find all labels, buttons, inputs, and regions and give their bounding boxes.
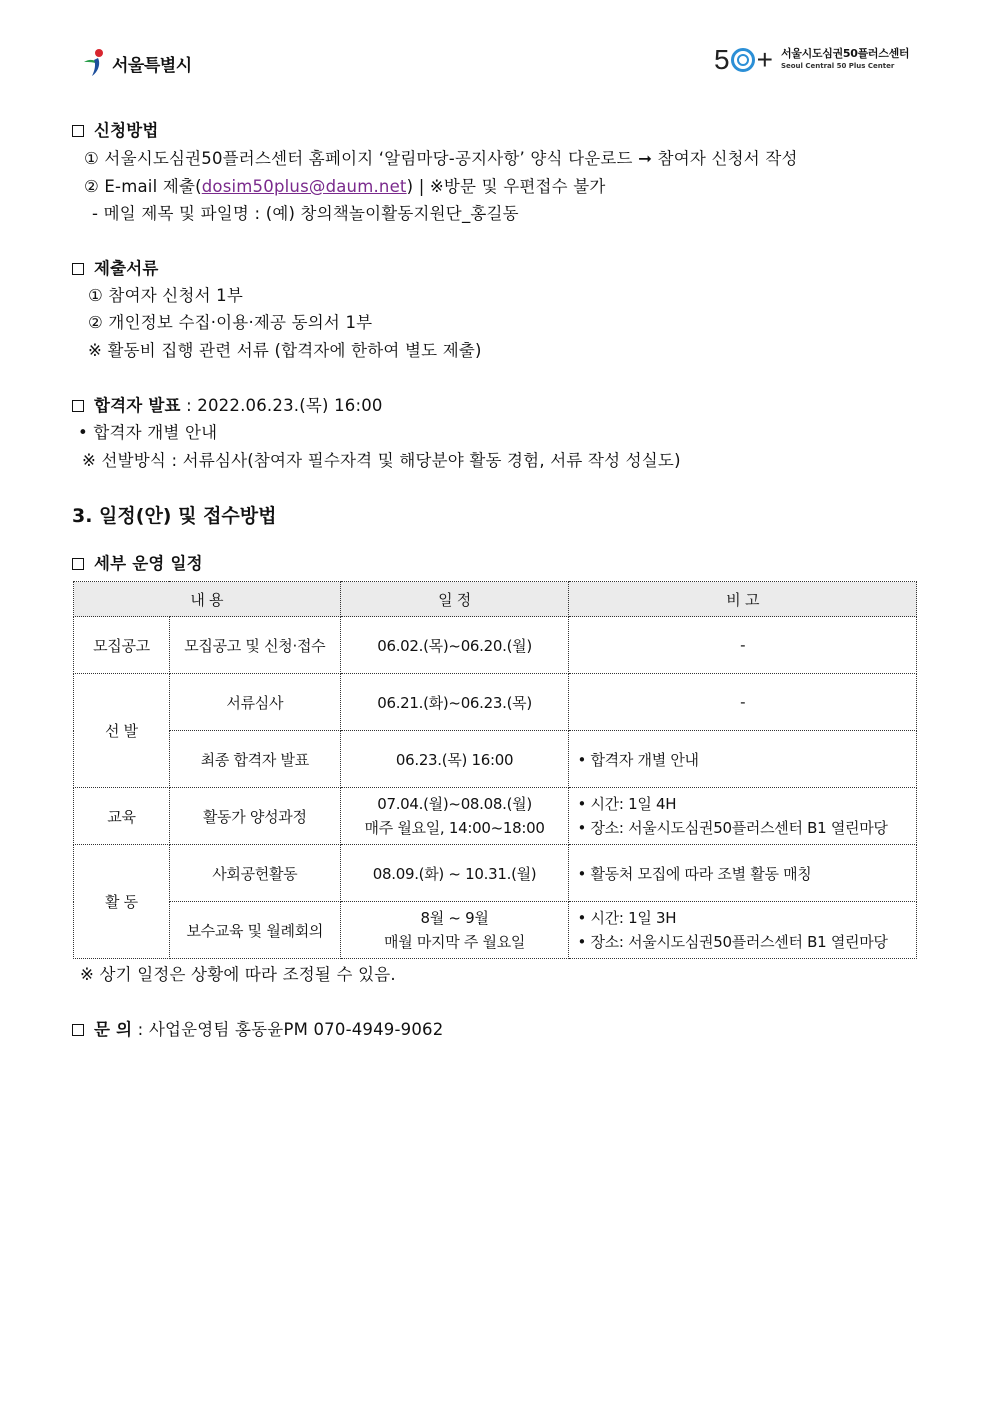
table-row bbox=[74, 788, 917, 845]
date-cell: 08.09.(화) ~ 10.31.(월) bbox=[340, 845, 569, 902]
contact-line: 문 의 : 사업운영팀 홍동윤PM 070-4949-9062 bbox=[72, 1016, 443, 1040]
docs-heading: 제출서류 bbox=[72, 255, 159, 279]
note-cell: • 활동처 모집에 따라 조별 활동 매칭 bbox=[569, 845, 917, 902]
group-cell: 활 동 bbox=[74, 845, 170, 959]
item-cell: 서류심사 bbox=[169, 674, 340, 731]
docs-line-2: ② 개인정보 수집·이용·제공 동의서 1부 bbox=[88, 313, 373, 332]
result-heading: 합격자 발표 : 2022.06.23.(목) 16:00 bbox=[72, 392, 383, 416]
checkbox-square-icon bbox=[72, 263, 84, 275]
email-link[interactable]: dosim50plus@daum.net bbox=[201, 177, 407, 196]
table-row bbox=[74, 845, 917, 902]
date-cell: 07.04.(월)~08.08.(월) 매주 월요일, 14:00~18:00 bbox=[340, 788, 569, 845]
apply-line-3: - 메일 제목 및 파일명 : (예) 창의책놀이활동지원단_홍길동 bbox=[92, 204, 519, 223]
table-row bbox=[74, 674, 917, 731]
group-cell: 교육 bbox=[74, 788, 170, 845]
date-cell: 06.23.(목) 16:00 bbox=[340, 731, 569, 788]
note-cell: - bbox=[569, 674, 917, 731]
group-cell: 모집공고 bbox=[74, 617, 170, 674]
group-cell: 선 발 bbox=[74, 674, 170, 788]
note-cell: • 시간: 1일 3H • 장소: 서울시도심권50플러스센터 B1 열린마당 bbox=[569, 902, 917, 959]
date-cell: 06.21.(화)~06.23.(목) bbox=[340, 674, 569, 731]
center-name-ko: 서울시도심권50플러스센터 bbox=[780, 47, 910, 60]
apply-line-1: ① 서울시도심권50플러스센터 홈페이지 ‘알림마당-공지사항’ 양식 다운로드 ➞ 참여자 신청서 작성 bbox=[84, 149, 798, 168]
result-line-2: ※ 선발방식 : 서류심사(참여자 필수자격 및 해당분야 활동 경험, 서류 작성 성실도) bbox=[82, 451, 681, 470]
docs-line-1: ① 참여자 신청서 1부 bbox=[88, 286, 243, 305]
item-cell: 사회공헌활동 bbox=[169, 845, 340, 902]
date-cell: 8월 ~ 9월 매월 마지막 주 월요일 bbox=[340, 902, 569, 959]
seoul-logo bbox=[82, 48, 192, 78]
center-name-en: Seoul Central 50 Plus Center bbox=[780, 62, 895, 70]
center-logo bbox=[714, 46, 909, 74]
header-schedule: 일 정 bbox=[340, 582, 569, 617]
fifty-plus-icon: 5 + bbox=[714, 44, 773, 75]
checkbox-square-icon bbox=[72, 1024, 84, 1036]
table-header-row bbox=[74, 582, 917, 617]
item-cell: 모집공고 및 신청·접수 bbox=[169, 617, 340, 674]
checkbox-square-icon bbox=[72, 558, 84, 570]
note-cell: • 합격자 개별 안내 bbox=[569, 731, 917, 788]
schedule-table bbox=[73, 581, 917, 959]
docs-line-3: ※ 활동비 집행 관련 서류 (합격자에 한하여 별도 제출) bbox=[88, 341, 482, 360]
note-cell: • 시간: 1일 4H • 장소: 서울시도심권50플러스센터 B1 열린마당 bbox=[569, 788, 917, 845]
checkbox-square-icon bbox=[72, 400, 84, 412]
result-line-1: • 합격자 개별 안내 bbox=[78, 423, 218, 442]
header-remarks: 비 고 bbox=[569, 582, 917, 617]
header-content: 내 용 bbox=[74, 582, 341, 617]
table-row bbox=[74, 902, 917, 959]
schedule-heading: 세부 운영 일정 bbox=[72, 550, 203, 574]
apply-line-2: ② E-mail 제출(dosim50plus@daum.net) | ※방문 및 우편접수 불가 bbox=[84, 177, 606, 196]
schedule-footnote: ※ 상기 일정은 상황에 따라 조정될 수 있음. bbox=[80, 965, 396, 984]
item-cell: 보수교육 및 월례회의 bbox=[169, 902, 340, 959]
section-3-title: 3. 일정(안) 및 접수방법 bbox=[72, 505, 277, 527]
apply-heading: 신청방법 bbox=[72, 117, 159, 141]
date-cell: 06.02.(목)~06.20.(월) bbox=[340, 617, 569, 674]
item-cell: 최종 합격자 발표 bbox=[169, 731, 340, 788]
seoul-logo-text: 서울특별시 bbox=[112, 55, 192, 76]
table-row bbox=[74, 731, 917, 788]
checkbox-square-icon bbox=[72, 125, 84, 137]
note-cell: - bbox=[569, 617, 917, 674]
table-row bbox=[74, 617, 917, 674]
seoul-emblem-icon bbox=[82, 48, 110, 78]
item-cell: 활동가 양성과정 bbox=[169, 788, 340, 845]
